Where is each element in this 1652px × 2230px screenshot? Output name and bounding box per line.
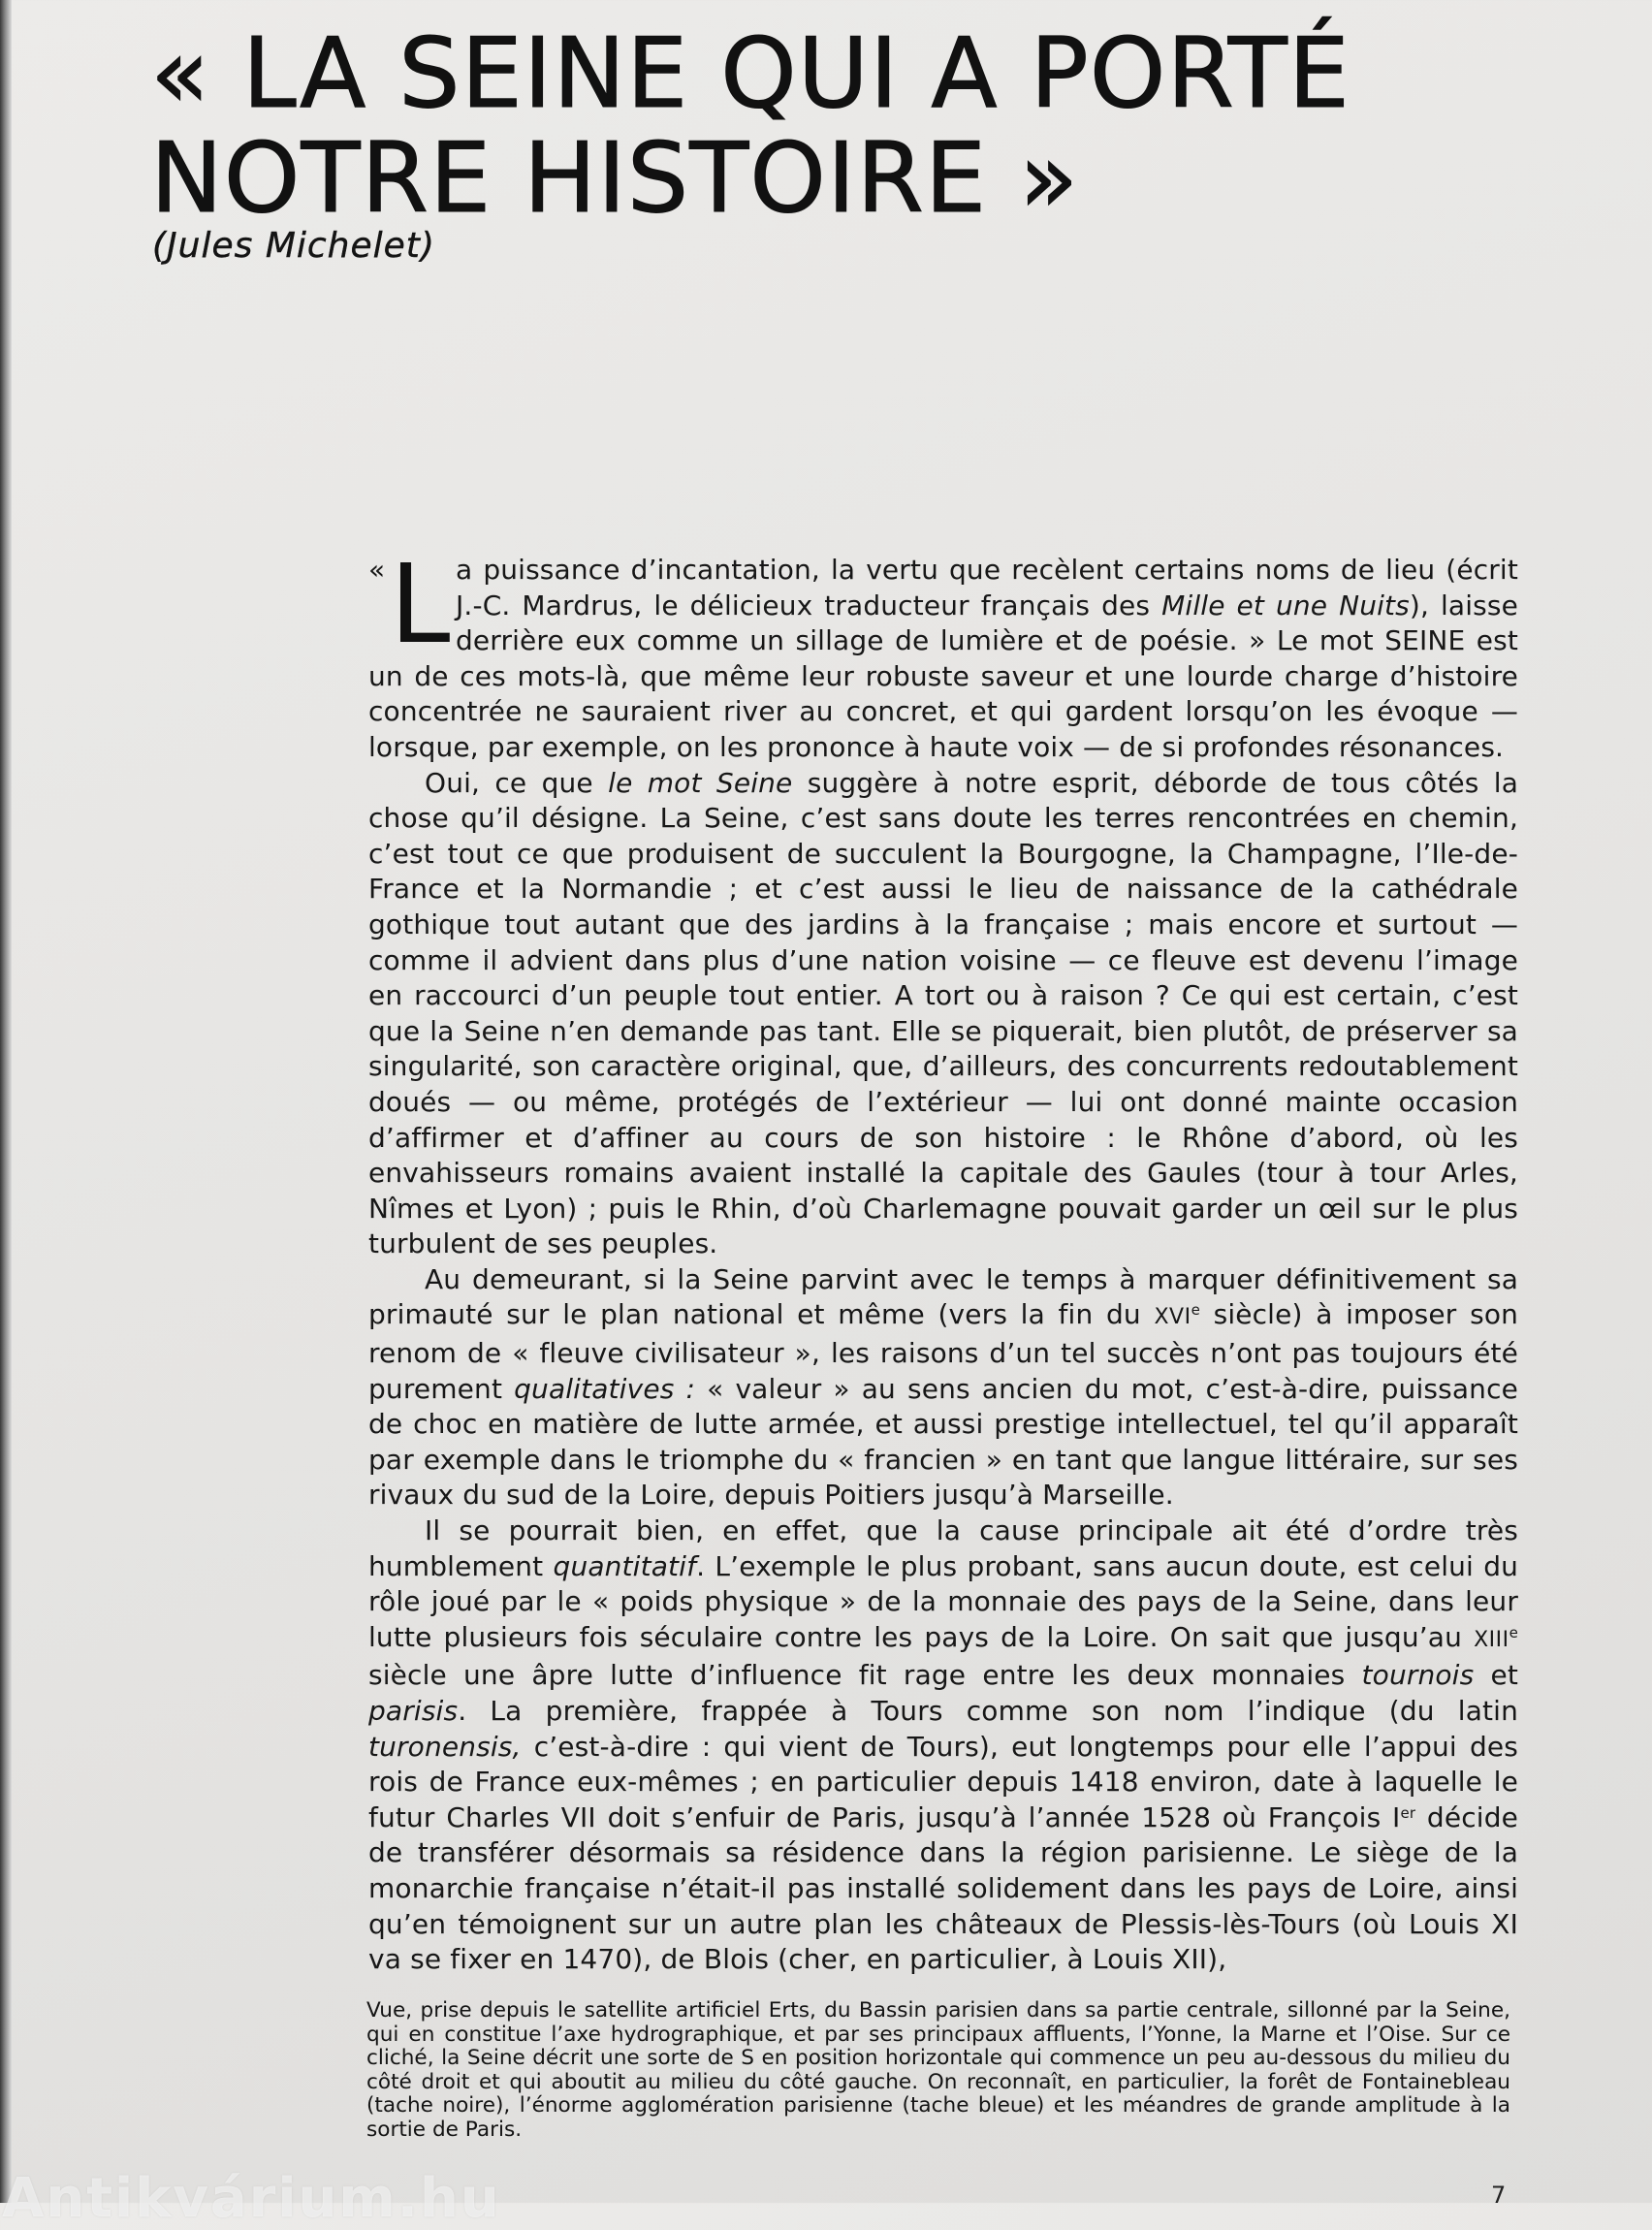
paragraph-3-text: Au demeurant, si la Seine parvint avec le temps à marquer définitivement sa primauté sur le plan national et même (vers la fin du (368, 1262, 1518, 1331)
century-numeral-xiii: XIII (1474, 1627, 1509, 1652)
paragraph-2-text-end: suggère à notre esprit, déborde de tous côtés la chose qu’il désigne. La Seine, c’est sans doute les terres rencontrées en chemin, c’est tout ce que produisent de succulent la Bourgogne, la Champagne, l’Ile-de-France et la Normandie ; et c’est aussi le lieu de naissance de la cathédrale gothique tout autant que des jardins à la française ; mais encore et surtout — comme il advient dans plus d’une nation voisine — ce fleuve est devenu l’image en raccourci d’un peuple tout entier. A tort ou à raison ? Ce qui est certain, c’est que la Seine n’en demande pas tant. Elle se piquerait, bien plutôt, de préserver sa singularité, son caractère original, que, d’ailleurs, des concurrents redoutablement doués — ou même, protégés de l’extérieur — lui ont donné mainte occasion d’affirmer et d’affiner au cours de son histoire : le Rhône d’abord, où les envahisseurs romains avaient installé la capitale des Gaules (tour à tour Arles, Nîmes et Lyon) ; puis le Rhin, d’où Charlemagne pouvait garder un œil sur le plus turbulent de ses peuples. (368, 766, 1519, 1260)
paragraph-4-text-2: . L’exemple le plus probant, sans aucun doute, est celui du rôle joué par le « poids physique » de la monnaie des pays de la Seine, dans leur lutte plusieurs fois séculaire contre les pays de la Loire. On sait que jusqu’au (368, 1549, 1519, 1653)
emphasis-quantitatif: quantitatif (553, 1549, 697, 1582)
century-numeral-xvi: XVI (1154, 1305, 1191, 1330)
dropcap-block (368, 542, 456, 668)
emphasis-le-mot-seine: le mot Seine (608, 766, 793, 799)
paragraph-3-text-end: « valeur » au sens ancien du mot, c’est-à-dire, puissance de choc en matière de lutte armée, et aussi prestige intellectuel, tel qu’il apparaît par exemple dans le triomphe du « francien » en tant que langue littéraire, sur ses rivaux du sud de la Loire, depuis Poitiers jusqu’à Marseille. (368, 1372, 1518, 1512)
emphasis-turonensis: turonensis, (368, 1730, 522, 1763)
paragraph-2 (368, 766, 1518, 1262)
paragraph-3 (368, 1262, 1518, 1513)
dropcap-letter: L (390, 542, 451, 668)
ordinal-superscript: er (1400, 1803, 1416, 1822)
paragraph-4 (368, 1513, 1518, 1978)
watermark-text: Antikvárium.hu (2, 2167, 501, 2230)
paragraph-4-text-end: décide de transférer désormais sa résidence dans la région parisienne. Le siège de la monarchie française n’était-il pas installé solidement dans les pays de Loire, ainsi qu’en témoignent sur un autre plan les châteaux de Plessis-lès-Tours (où Louis XI va se fixer en 1470), de Blois (cher, en particulier, à Louis XII), (368, 1800, 1518, 1976)
opening-quote-mark: « (368, 554, 386, 586)
article-body (368, 542, 1519, 1978)
century-superscript: e (1191, 1301, 1200, 1320)
paragraph-1-text-end: ), laisse derrière eux comme un sillage de lumière et de poésie. » Le mot SEINE est un de ces mots-là, que même leur robuste saveur et une lourde charge d’histoire concentrée ne sauraient river au concret, et qui gardent lorsqu’on les évoque — lorsque, par exemple, on les prononce à haute voix — de si profondes résonances. (368, 589, 1518, 763)
paragraph-1-text: a puissance d’incantation, la vertu que recèlent certains noms de lieu (écrit J.-C. Mardrus, le délicieux traducteur français des (456, 554, 1518, 621)
title-attribution: (Jules Michelet) (152, 226, 435, 266)
title-line-1: « LA SEINE QUI A PORTÉ (150, 16, 1350, 130)
emphasis-qualitatives: qualitatives : (514, 1372, 696, 1405)
article-title (150, 16, 1508, 235)
paragraph-4-text-6: c’est-à-dire : qui vient de Tours), eut longtemps pour elle l’appui des rois de France eux-mêmes ; en particulier depuis 1418 environ, date à laquelle le futur Charles VII doit s’enfuir de Paris, jusqu’à l’année 1528 où François I (368, 1730, 1518, 1833)
paragraph-1 (368, 542, 1518, 766)
paragraph-4-text: Il se pourrait bien, en effet, que la cause principale ait été d’ordre très humblement (368, 1514, 1518, 1582)
paragraph-2-text: Oui, ce que (425, 766, 609, 799)
paragraph-4-text-4: et (1474, 1659, 1518, 1692)
book-title-mille-et-une-nuits: Mille et une Nuits (1161, 589, 1410, 621)
paragraph-3-text-mid: siècle) à imposer son renom de « fleuve civilisateur », les raisons d’un tel succès n’ont pas toujours été purement (368, 1298, 1519, 1405)
emphasis-parisis: parisis (368, 1695, 459, 1727)
image-caption: Vue, prise depuis le satellite artificiel Erts, du Bassin parisien dans sa partie centrale, sillonné par la Seine, qui en constitue l’axe hydrographique, et par ses principaux affluents, l’Yonne, la Marne et l’Oise. Sur ce cliché, la Seine décrit une sorte de S en position horizontale qui commence un peu au-dessous du milieu du côté droit et qui aboutit au milieu du côté gauche. On reconnaît, en particulier, la forêt de Fontainebleau (tache noire), l’énorme agglomération parisienne (tache bleue) et les méandres de grande amplitude à la sortie de Paris. (366, 1998, 1510, 2142)
emphasis-tournois: tournois (1361, 1659, 1475, 1692)
paragraph-4-text-5: . La première, frappée à Tours comme son nom l’indique (du latin (458, 1695, 1518, 1727)
title-line-2: NOTRE HISTOIRE » (150, 121, 1080, 235)
page-number: 7 (1491, 2182, 1507, 2209)
page-binding-edge (0, 0, 12, 2203)
century-superscript: e (1509, 1623, 1518, 1641)
paragraph-4-text-3: siècle une âpre lutte d’influence fit rage entre les deux monnaies (368, 1659, 1362, 1692)
